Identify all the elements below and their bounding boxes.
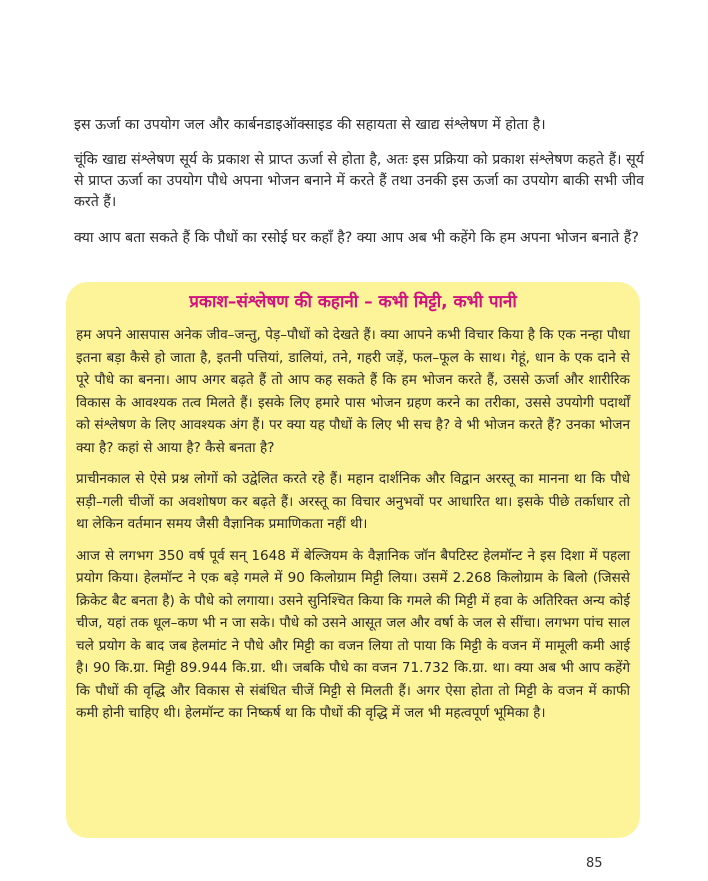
intro-paragraph-2: चूंकि खाद्य संश्लेषण सूर्य के प्रकाश से प्राप्त ऊर्जा से होता है, अतः इस प्रक्रिया को प्रकाश संश्लेषण कहते हैं। सूर्य से प्राप्त ऊर्जा का उपयोग पौधे अपना भोजन बनाने में करते हैं तथा उनकी इस ऊर्जा का उपयोग बाकी सभी जीव करते हैं। xyxy=(74,152,644,210)
intro-paragraph-1: इस ऊर्जा का उपयोग जल और कार्बनडाइऑक्साइड की सहायता से खाद्य संश्लेषण में होता है। xyxy=(74,117,546,133)
intro-paragraph-3: क्या आप बता सकते हैं कि पौधों का रसोई घर कहाँ है? क्या आप अब भी कहेंगे कि हम अपना भोजन बनाते हैं? xyxy=(74,230,639,246)
story-paragraph-1: हम अपने आसपास अनेक जीव–जन्तु, पेड़–पौधों को देखते हैं। क्या आपने कभी विचार किया है कि एक नन्हा पौधा इतना बड़ा कैसे हो जाता है, इतनी पत्तियां, डालियां, तने, गहरी जड़ें, फल–फूल के साथ। गेहूं, धान के एक दाने से पूरे पौधे का बनना। आप अगर बढ़ते हैं तो आप कह सकते हैं कि हम भोजन करते हैं, उससे ऊर्जा और शारीरिक विकास के आवश्यक तत्व मिलते हैं। इसके लिए हमारे पास भोजन ग्रहण करने का तरीका, उससे उपयोगी पदार्थों को संश्लेषण के लिए आवश्यक अंग हैं। पर क्या यह पौधों के लिए भी सच है? वे भी भोजन करते हैं? उनका भोजन क्या है? कहां से आया है? कैसे बनता है? xyxy=(76,327,630,456)
story-paragraph-3: आज से लगभग 350 वर्ष पूर्व सन् 1648 में बेल्जियम के वैज्ञानिक जॉन बैपटिस्ट हेलमॉन्ट ने इस दिशा में पहला प्रयोग किया। हेलमॉन्ट ने एक बड़े गमले में 90 किलोग्राम मिट्टी लिया। उसमें 2.268 किलोग्राम के बिलो (जिससे क्रिकेट बैट बनता है) के पौधे को लगाया। उसने सुनिश्चित किया कि गमले की मिट्टी में हवा के अतिरिक्त अन्य कोई चीज, यहां तक धूल–कण भी न जा सके। पौधे को उसने आसूत जल और वर्षा के जल से सींचा। लगभग पांच साल चले प्रयोग के बाद जब हेलमांट ने पौधे और मिट्टी का वजन लिया तो पाया कि मिट्टी के वजन में मामूली कमी आई है। 90 कि.ग्रा. मिट्टी 89.944 कि.ग्रा. थी। जबकि पौधे का वजन 71.732 कि.ग्रा. था। क्या अब भी आप कहेंगे कि पौधों की वृद्धि और विकास से संबंधित चीजें मिट्टी से मिलती हैं। अगर ऐसा होता तो मिट्टी के वजन में काफी कमी होनी चाहिए थी। हेलमॉन्ट का निष्कर्ष था कि पौधों की वृद्धि में जल भी महत्वपूर्ण भूमिका है। xyxy=(76,547,630,721)
page-number: 85 xyxy=(586,856,603,871)
story-box-title: प्रकाश–संश्लेषण की कहानी – कभी मिट्टी, कभी पानी xyxy=(189,292,517,312)
story-paragraph-2: प्राचीनकाल से ऐसे प्रश्न लोगों को उद्वेलित करते रहे हैं। महान दार्शनिक और विद्वान अरस्तू का मानना था कि पौधे सड़ी–गली चीजों का अवशोषण कर बढ़ते हैं। अरस्तू का विचार अनुभवों पर आधारित था। इसके पीछे तर्काधार तो था लेकिन वर्तमान समय जैसी वैज्ञानिक प्रमाणिकता नहीं थी। xyxy=(76,471,630,532)
story-box xyxy=(66,282,640,838)
